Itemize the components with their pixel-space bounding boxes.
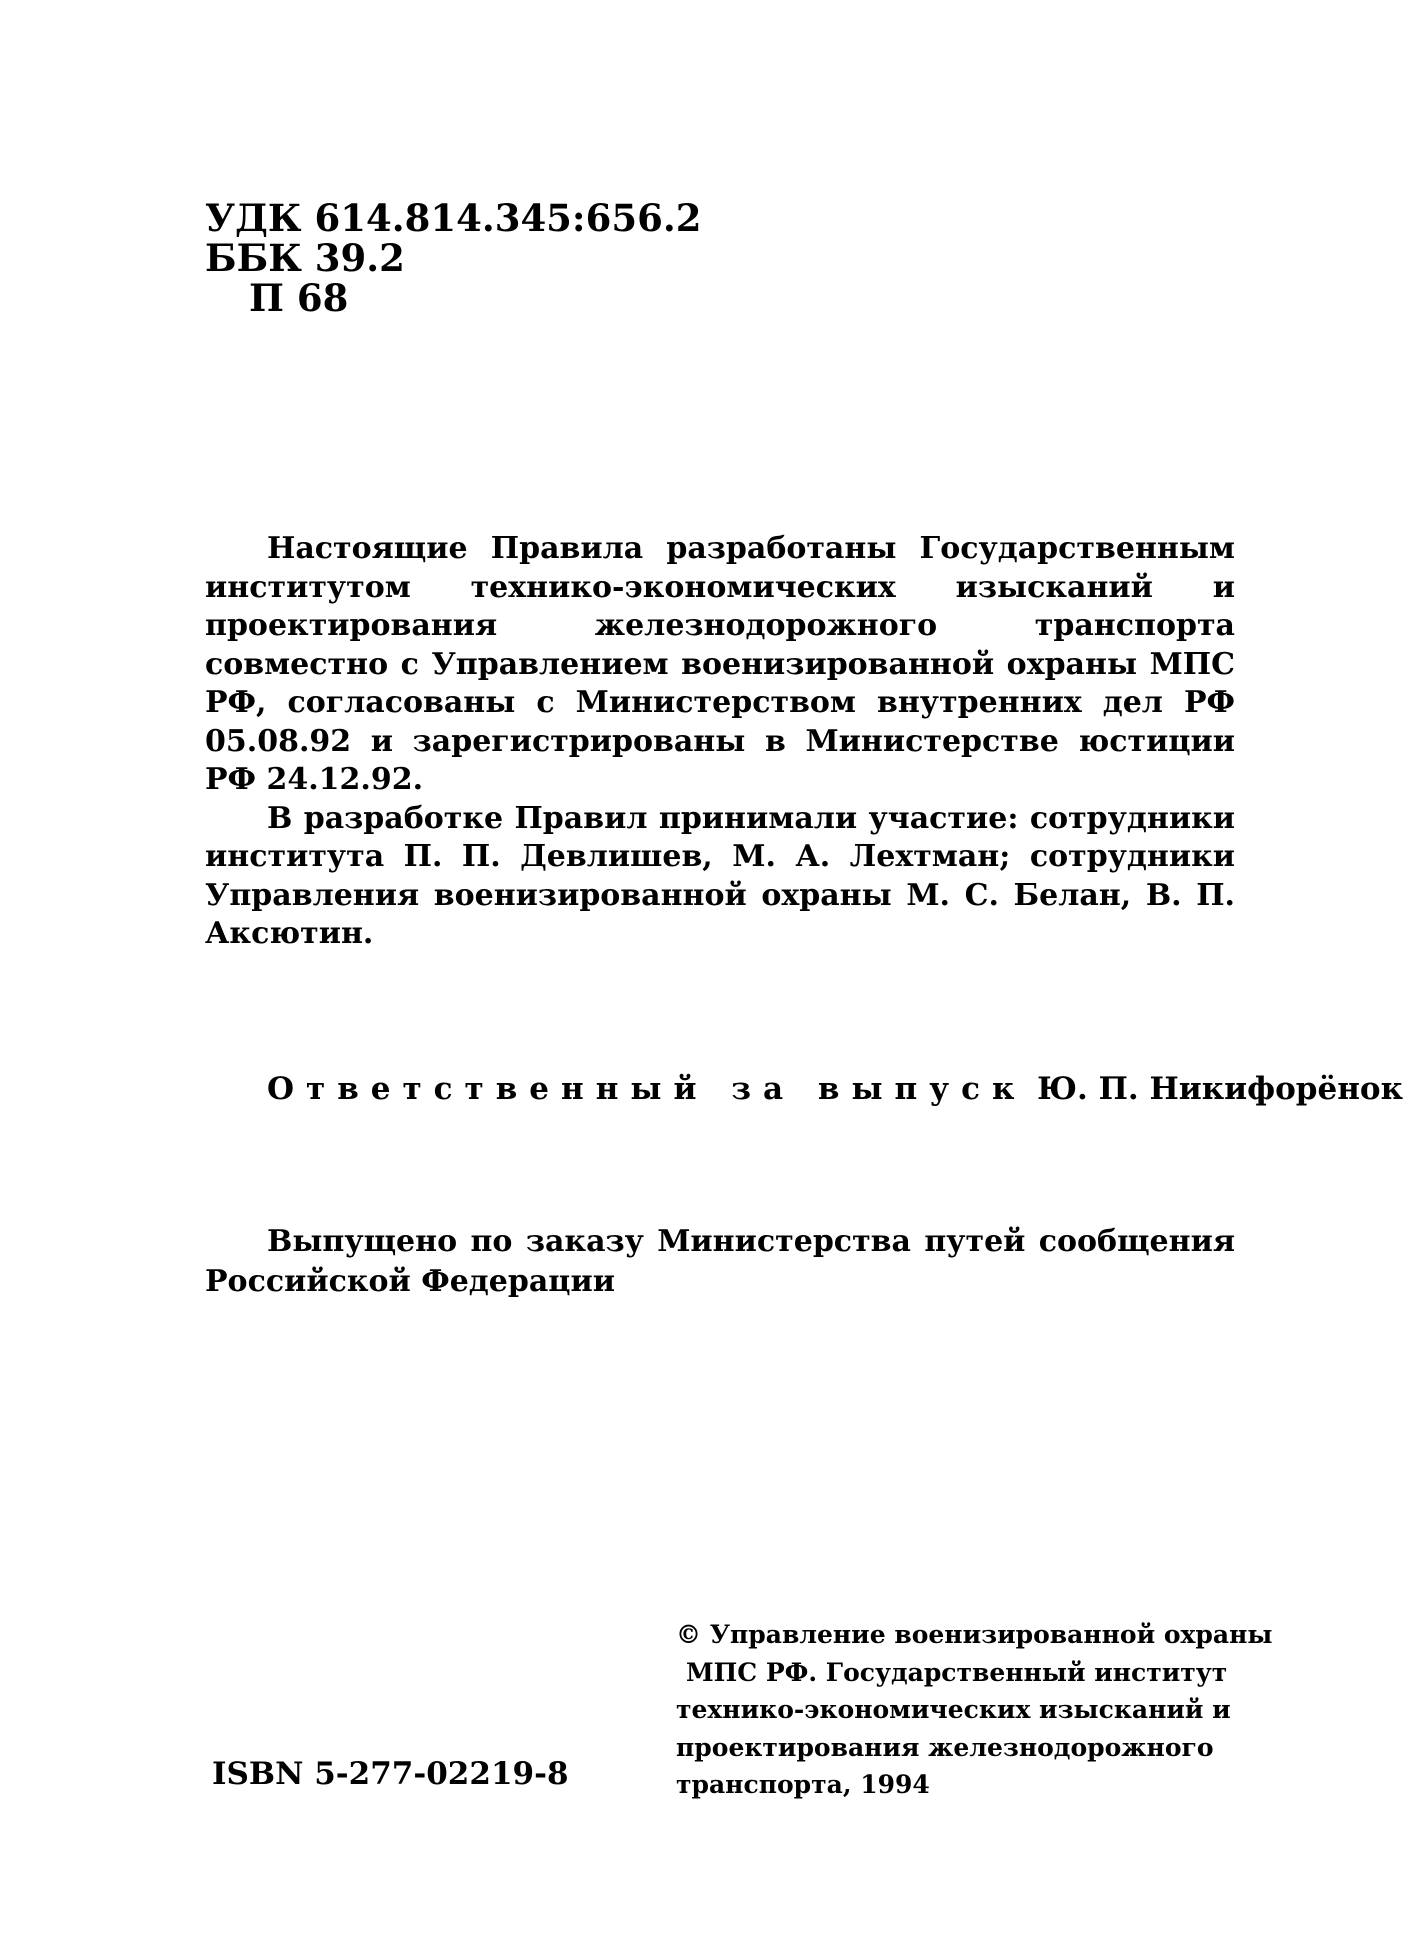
copyright-line-5: транспорта, 1994	[676, 1770, 930, 1799]
udk-code: УДК 614.814.345:656.2	[205, 196, 702, 240]
paragraph-developers: Настоящие Правила разработаны Государственным институтом технико-экономических изысканий и проектирования железнодорожного транспорта совместно с Управлением военизированной охраны МПС РФ, согласованы с Министерством внутренних дел РФ 05.08.92 и зарегистрированы в Министерстве юстиции РФ 24.12.92.	[205, 531, 1235, 797]
paragraph-participants: В разработке Правил принимали участие: сотрудники института П. П. Девлишев, М. А. Лехтман; сотрудники Управления военизированной охраны М. С. Белан, В. П. Аксютин.	[205, 800, 1235, 951]
responsible-name: Ю. П. Никифорёнок	[1037, 1071, 1403, 1107]
ordered-by-text: Выпущено по заказу Министерства путей сообщения Российской Федерации	[205, 1224, 1235, 1299]
annotation-text	[205, 530, 1235, 954]
responsible-label: Ответственный за выпуск	[267, 1071, 1027, 1107]
copyright-block	[676, 1616, 1273, 1804]
author-sign: П 68	[249, 276, 349, 320]
copyright-line-3: технико-экономических изысканий и	[676, 1695, 1231, 1724]
bbk-code: ББК 39.2	[205, 236, 405, 280]
responsible-editor	[267, 1070, 1403, 1108]
isbn-number: ISBN 5-277-02219-8	[212, 1756, 569, 1792]
copyright-line-4: проектирования железнодорожного	[676, 1732, 1214, 1762]
copyright-line-1: © Управление военизированной охраны	[676, 1620, 1273, 1649]
copyright-line-2: МПС РФ. Государственный институт	[686, 1657, 1228, 1687]
classification-block	[205, 198, 701, 318]
ordered-by-block	[205, 1222, 1235, 1302]
